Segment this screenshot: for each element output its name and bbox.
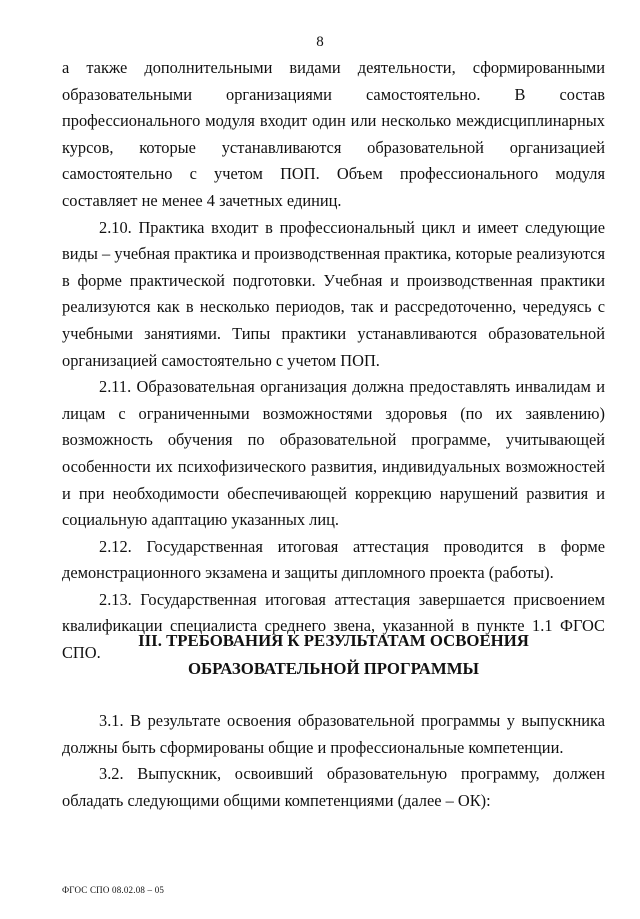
paragraph-2-10: 2.10. Практика входит в профессиональный цикл и имеет следующие виды – учебная практика и производственная практика, которые реализуются в форме практической подготовки. Учебная и производственная практики реализуются как в несколько периодов, так и рассредоточенно, чередуясь с учебными занятиями. Типы практики устанавливаются образовательной организацией самостоятельно с учетом ПОП. (62, 217, 605, 370)
section-heading: III. ТРЕБОВАНИЯ К РЕЗУЛЬТАТАМ ОСВОЕНИЯ ОБРАЗОВАТЕЛЬНОЙ ПРОГРАММЫ (138, 631, 529, 678)
page-number: 8 (316, 34, 324, 50)
paragraph-2-11: 2.11. Образовательная организация должна предоставлять инвалидам и лицам с ограниченными возможностями здоровья (по их заявлению) возможность обучения по образовательной программе, учитывающей особенности их психофизического развития, индивидуальных возможностей и при необходимости обеспечивающей коррекцию нарушений развития и социальную адаптацию указанных лиц. (62, 377, 605, 530)
footer-document-code: ФГОС СПО 08.02.08 – 05 (62, 885, 165, 895)
paragraph-3-1: 3.1. В результате освоения образовательной программы у выпускника должны быть сформированы общие и профессиональные компетенции. (62, 711, 605, 757)
document-body-top (62, 55, 605, 667)
paragraph-3-2: 3.2. Выпускник, освоивший образовательную программу, должен обладать следующими общими компетенциями (далее – ОК): (62, 764, 605, 810)
paragraph-2-13: 2.13. Государственная итоговая аттестация завершается присвоением квалификации специалиста среднего звена, указанной в пункте 1.1 ФГОС СПО. (62, 589, 605, 663)
paragraph-continuation: а также дополнительными видами деятельности, сформированными образовательными организациями самостоятельно. В состав профессионального модуля входит один или несколько междисциплинарных курсов, которые устанавливаются образовательной организацией самостоятельно с учетом ПОП. Объем профессионального модуля составляет не менее 4 зачетных единиц. (62, 58, 605, 210)
paragraph-2-12: 2.12. Государственная итоговая аттестация проводится в форме демонстрационного экзамена и защиты дипломного проекта (работы). (62, 536, 605, 583)
document-body-bottom (62, 708, 605, 814)
